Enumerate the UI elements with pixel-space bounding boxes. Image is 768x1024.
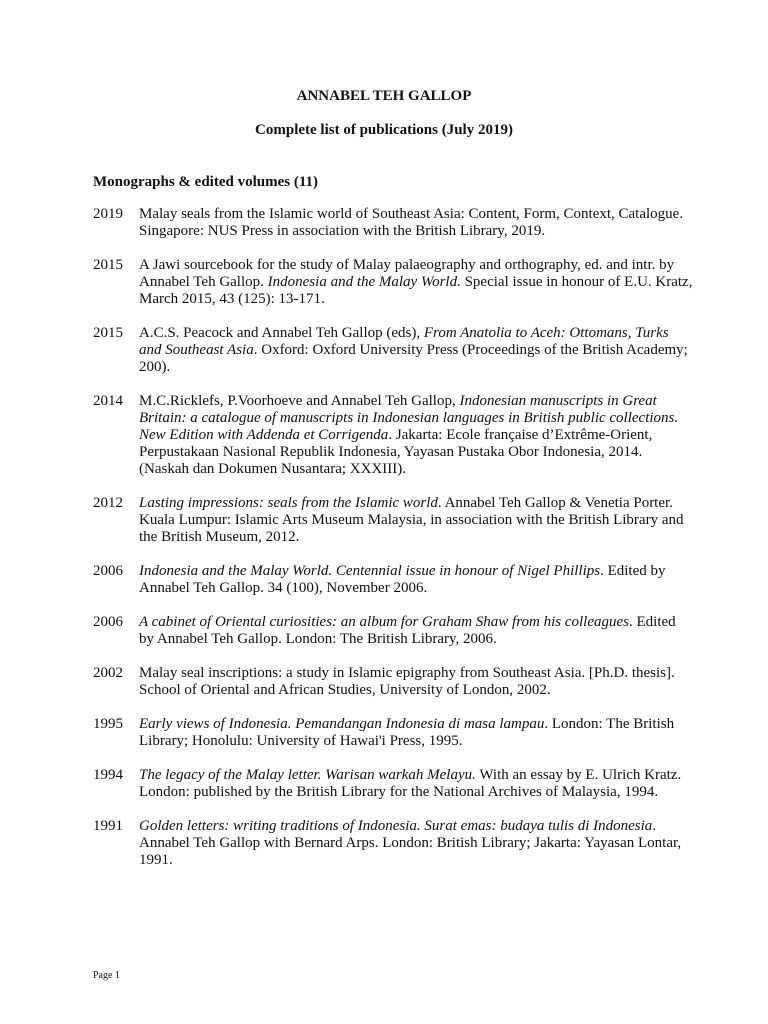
publication-year: 2006 — [93, 614, 123, 630]
publication-citation — [139, 767, 693, 801]
page-footer: Page 1 — [93, 970, 120, 981]
publication-citation — [139, 818, 693, 869]
publication-citation — [139, 665, 693, 699]
citation-segment: Malay seals from the Islamic world of Southeast Asia: Content, Form, Context, Catalogue. Singapore: NUS Press in association with the British Library, 2019. — [139, 206, 684, 239]
publication-year: 1991 — [93, 818, 123, 834]
citation-italic-segment: Golden letters: writing traditions of Indonesia. Surat emas: budaya tulis di Indonesia — [139, 818, 653, 834]
citation-italic-segment: Indonesian manuscripts in Great Britain: a catalogue of manuscripts in Indonesian languages in British public collections. New Edition with Addenda et Corrigenda — [139, 393, 679, 443]
publication-entry — [93, 495, 693, 546]
publication-citation — [139, 716, 693, 750]
citation-segment: Malay seal inscriptions: a study in Islamic epigraphy from Southeast Asia. [Ph.D. thesis]. School of Oriental and African Studies, University of London, 2002. — [139, 665, 675, 698]
citation-segment: M.C.Ricklefs, P.Voorhoeve and Annabel Teh Gallop, — [139, 393, 460, 409]
citation-italic-segment: Indonesia and the Malay World. Centennial issue in honour of Nigel Phillips — [139, 563, 601, 579]
publication-entry — [93, 818, 693, 869]
citation-italic-segment: The legacy of the Malay letter. Warisan warkah Melayu. — [139, 767, 476, 783]
publication-citation — [139, 614, 693, 648]
citation-italic-segment: Early views of Indonesia. Pemandangan Indonesia di masa lampau — [139, 716, 545, 732]
publication-year: 2002 — [93, 665, 123, 681]
publication-entry — [93, 325, 693, 376]
citation-segment: . Edited by Annabel Teh Gallop. 34 (100), November 2006. — [139, 563, 666, 596]
citation-italic-segment: Indonesia and the Malay World. — [267, 274, 461, 290]
publication-year: 2015 — [93, 325, 123, 341]
publication-citation — [139, 257, 693, 308]
publication-citation — [139, 563, 693, 597]
citation-segment: . Jakarta: Ecole française d’Extrême-Orient, Perpustakaan Nasional Republik Indonesia, Yayasan Pustaka Obor Indonesia, 2014. (Naskah dan Dokumen Nusantara; XXXIII). — [139, 427, 653, 477]
publication-citation — [139, 206, 693, 240]
citation-segment: . London: The British Library; Honolulu: University of Hawai'i Press, 1995. — [139, 716, 675, 749]
publication-citation — [139, 325, 693, 376]
publication-entry — [93, 393, 693, 478]
citation-segment: . Annabel Teh Gallop with Bernard Arps. London: British Library; Jakarta: Yayasan Lontar, 1991. — [139, 818, 682, 868]
publication-entry — [93, 563, 693, 597]
publication-entry — [93, 767, 693, 801]
section-heading: Monographs & edited volumes (11) — [93, 174, 318, 190]
publication-citation — [139, 393, 693, 478]
publication-entry — [93, 665, 693, 699]
citation-italic-segment: Lasting impressions: seals from the Islamic world — [139, 495, 438, 511]
citation-segment: Special issue in honour of E.U. Kratz, March 2015, 43 (125): 13-171. — [139, 274, 693, 307]
publication-year: 2012 — [93, 495, 123, 511]
publication-entry — [93, 614, 693, 648]
citation-segment: With an essay by E. Ulrich Kratz. London: published by the British Library for the National Archives of Malaysia, 1994. — [139, 767, 682, 800]
publication-year: 2006 — [93, 563, 123, 579]
publication-year: 2015 — [93, 257, 123, 273]
publication-list — [93, 206, 693, 886]
citation-italic-segment: A cabinet of Oriental curiosities: an album for Graham Shaw from his colleagues — [139, 614, 629, 630]
publication-entry — [93, 716, 693, 750]
citation-segment: A.C.S. Peacock and Annabel Teh Gallop (eds), — [139, 325, 424, 341]
publication-year: 2019 — [93, 206, 123, 222]
citation-segment: . Annabel Teh Gallop & Venetia Porter. Kuala Lumpur: Islamic Arts Museum Malaysia, in association with the British Library and the British Museum, 2012. — [139, 495, 684, 545]
citation-italic-segment: From Anatolia to Aceh: Ottomans, Turks and Southeast Asia — [139, 325, 669, 358]
publication-entry — [93, 206, 693, 240]
publication-year: 1994 — [93, 767, 123, 783]
publication-year: 2014 — [93, 393, 123, 409]
publication-year: 1995 — [93, 716, 123, 732]
document-subtitle: Complete list of publications (July 2019) — [255, 122, 513, 138]
document-title: ANNABEL TEH GALLOP — [296, 88, 472, 104]
publication-citation — [139, 495, 693, 546]
publication-entry — [93, 257, 693, 308]
citation-segment: A Jawi sourcebook for the study of Malay palaeography and orthography, ed. and intr. by Annabel Teh Gallop. — [139, 257, 675, 290]
citation-segment: . Edited by Annabel Teh Gallop. London: The British Library, 2006. — [139, 614, 676, 647]
citation-segment: . Oxford: Oxford University Press (Proceedings of the British Academy; 200). — [139, 342, 688, 375]
